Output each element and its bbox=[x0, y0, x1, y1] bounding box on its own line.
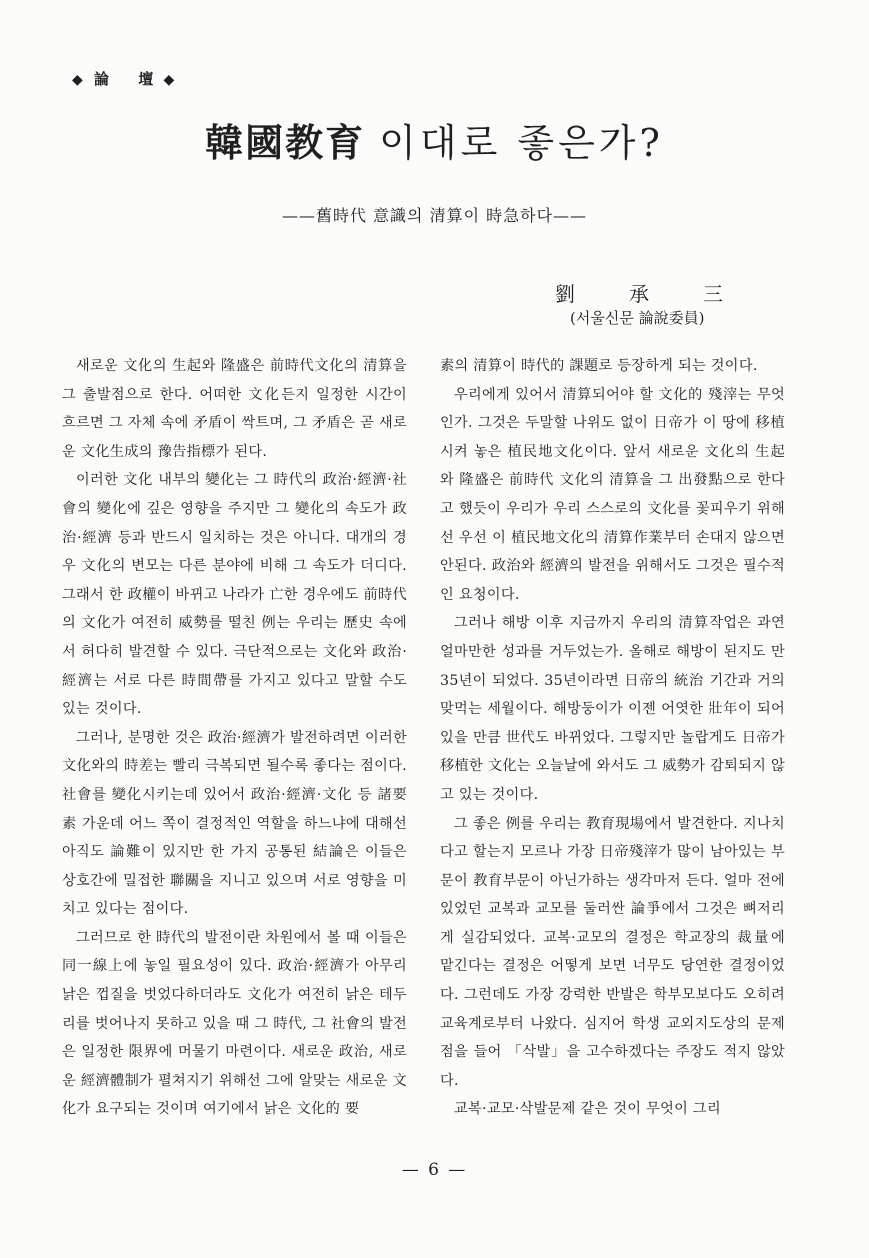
paragraph: 그 좋은 例를 우리는 教育現場에서 발견한다. 지나치다고 할는지 모르나 가장 日帝殘滓가 많이 남아있는 부문이 教育부문이 아닌가하는 생각마저 든다. 얼마 전에 있었던 교복과 교모를 둘러싼 論爭에서 그것은 뼈저리게 실감되었다. 교복·교모의 결정은 학교장의 裁量에 맡긴다는 결정은 어떻게 보면 너무도 당연한 결정이었다. 그런데도 가장 강력한 반발은 학부모보다도 오히려 교육계로부터 나왔다. 심지어 학생 교외지도상의 문제점을 들어 「삭발」을 고수하겠다는 주장도 적지 않았다. bbox=[440, 815, 785, 1089]
title-hangul: 이대로 좋은가? bbox=[379, 121, 664, 165]
page-number: — 6 — bbox=[401, 1160, 468, 1180]
author-name: 劉承三 bbox=[555, 282, 777, 306]
article-title bbox=[0, 112, 869, 167]
paragraph: 그러나, 분명한 것은 政治·經濟가 발전하려면 이러한 文化와의 時差는 빨리 극복되면 될수록 좋다는 점이다. 社會를 變化시키는데 있어서 政治·經濟·文化 등 諸要素 가운데 어느 쪽이 결정적인 역할을 하느냐에 대해선 아직도 論難이 있지만 한 가지 공통된 結論은 이들은 상호간에 밀접한 聯關을 지니고 있으며 서로 영향을 미치고 있다는 점이다. bbox=[62, 729, 407, 918]
author-affiliation: (서울신문 論說委員) bbox=[570, 309, 705, 327]
paragraph: 그러므로 한 時代의 발전이란 차원에서 볼 때 이들은 同一線上에 놓일 필요성이 있다. 政治·經濟가 아무리 낡은 껍질을 벗었다하더라도 文化가 여전히 낡은 테두리를 벗어나지 못하고 있을 때 그 時代, 그 社會의 발전은 일정한 限界에 머물기 마련이다. 새로운 政治, 새로운 經濟體制가 펼쳐지기 위해선 그에 알맞는 새로운 文化가 요구되는 것이며 여기에서 낡은 文化的 要 bbox=[62, 929, 407, 1118]
body-column-left bbox=[62, 352, 407, 1124]
paragraph: 이러한 文化 내부의 變化는 그 時代의 政治·經濟·社會의 變化에 깊은 영향을 주지만 그 變化의 속도가 政治·經濟 등과 반드시 일치하는 것은 아니다. 대개의 경우 文化의 변모는 다른 분야에 비해 그 속도가 더디다. 그래서 한 政權이 바뀌고 나라가 亡한 경우에도 前時代의 文化가 여전히 威勢를 떨친 例는 우리는 歷史 속에서 허다히 발견할 수 있다. 극단적으로는 文化와 政治·經濟는 서로 다른 時間帶를 가지고 있다고 말할 수도 있는 것이다. bbox=[62, 472, 407, 718]
paragraph: 그러나 해방 이후 지금까지 우리의 清算작업은 과연 얼마만한 성과를 거두었는가. 올해로 해방이 된지도 만 35년이 되었다. 35년이라면 日帝의 統治 기간과 거의 맞먹는 세월이다. 해방둥이가 이젠 어엿한 壯年이 되어 있을 만큼 世代도 바뀌었다. 그렇지만 놀랍게도 日帝가 移植한 文化는 오늘날에 와서도 그 威勢가 감퇴되지 않고 있는 것이다. bbox=[440, 615, 785, 803]
diamond-icon: ◆ bbox=[72, 72, 84, 88]
article-subtitle: ——舊時代 意識의 清算이 時急하다—— bbox=[281, 206, 588, 225]
title-hanja: 韓國教育 bbox=[205, 120, 366, 165]
paragraph: 새로운 文化의 生起와 隆盛은 前時代文化의 清算을 그 출발점으로 한다. 어떠한 文化든지 일정한 시간이 흐르면 그 자체 속에 矛盾이 싹트며, 그 矛盾은 곧 새로운 文化生成의 豫告指標가 된다. bbox=[62, 358, 407, 460]
section-word-1: 論 bbox=[94, 70, 111, 88]
section-word-2: 壇 bbox=[138, 70, 155, 88]
section-tag bbox=[72, 68, 175, 89]
paragraph: 素의 清算이 時代的 課題로 등장하게 되는 것이다. bbox=[440, 358, 758, 374]
body-column-right bbox=[440, 352, 785, 1124]
paragraph: 교복·교모·삭발문제 같은 것이 무엇이 그리 bbox=[454, 1101, 721, 1118]
diamond-icon: ◆ bbox=[163, 72, 176, 88]
paragraph: 우리에게 있어서 清算되어야 할 文化的 殘滓는 무엇인가. 그것은 두말할 나위도 없이 日帝가 이 땅에 移植시켜 놓은 植民地文化이다. 앞서 새로운 文化의 生起와 隆盛은 前時代 文化의 清算을 그 出發點으로 한다고 했듯이 우리가 우리 스스로의 文化를 꽃피우기 위해선 우선 이 植民地文化의 清算作業부터 손대지 않으면 안된다. 政治와 經濟의 발전을 위해서도 그것은 필수적인 요청이다. bbox=[440, 386, 785, 603]
